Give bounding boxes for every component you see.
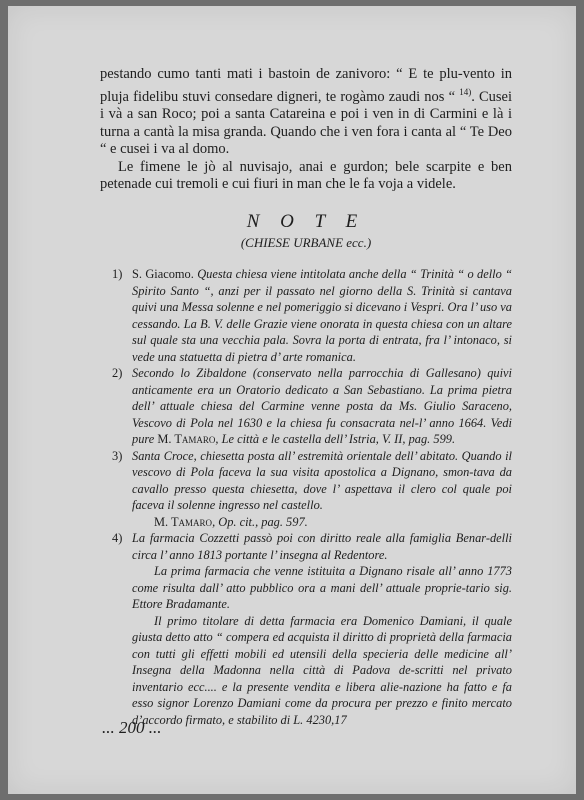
note-number: 1) — [112, 267, 123, 281]
note-3: 3) Santa Croce, chiesetta posta all’ estremità orientale dell’ abitato. Quando il vescovo di Pola faceva la sua visita apostolica a Dignano, smon-tava da cavallo presso questa chiesetta, dove l’ aspettava il clero col quale poi faceva il solenne ingresso nel castello. M. Tamaro, Op. cit., pag. 597. — [112, 448, 512, 529]
footnote-ref: 14) — [459, 86, 472, 97]
note-number: 2) — [112, 366, 123, 380]
notes-subtitle: (CHIESE URBANE ecc.) — [240, 235, 372, 250]
note-number: 3) — [112, 448, 123, 463]
book-page — [8, 6, 576, 794]
author-name: M. Tamaro — [157, 432, 216, 446]
paragraph-2: Le fimene le jò al nuvisajo, anai e gurdon; bele scarpite e ben petenade cui tremoli e cui fiuri in man che le fa voja a videle. — [100, 158, 512, 193]
body-text — [100, 66, 512, 194]
paragraph-1: pestando cumo tanti mati i bastoin de zanivoro: “ E te plu-vento in pluja fidelibu stuvi consedare digneri, te rogàmo zaudi nos “ $^{14)}$. Cusei i và a san Roco; poi a santa Catareina e poi i ven in di Carmini e là i turna a cantà la misa granda. Quando che i ven fora i canta al “ Te Deo “ e cusei i va al domo. — [100, 66, 512, 158]
notes-list — [112, 266, 512, 728]
note-4: 4) La farmacia Cozzetti passò poi con diritto reale alla famiglia Benar-delli circa l’ anno 1813 portante l’ insegna al Redentore. La prima farmacia che venne istituita a Dignano risale all’ anno 1773 come risulta dall’ atto pubblico ora a mani dell’ attuale proprie-tario sig. Ettore Bradamante. Il primo titolare di detta farmacia era Domenico Damiani, il quale giusta detto atto “ compera ed acquista il diritto di proprietà della farmacia con tutti gli effetti mobili ed utensili della specieria delle medicine all’ Insegna della Madonna nella città di Padova de-scritti nel privato inventario ecc.... e la presente vendita e libera alie-nazione ha fatto e fa esso signor Lorenzo Damiani come da procura per prezzo e finito mercato d’accordo firmato, e stabilito di L. 4230,17 — [112, 531, 512, 727]
notes-title: N O T E — [246, 211, 366, 232]
note-1: 1) S. Giacomo. Questa chiesa viene intitolata anche della “ Trinità “ o dello “ Spirito Santo “, anzi per il passato nel giorno della S. Trinità si cantava quivi una Messa solenne e nel pomeriggio si dicevano i Vespri. Ora l’ uso va cessando. La B. V. delle Grazie viene onorata in questa chiesa con un altare sul quale sta una vecchia pala. Sovra la porta di entrata, fra l’ intonaco, si vede una statuetta di pietra d’ arte romanica. — [112, 267, 513, 364]
page-number: ... 200 ... — [102, 718, 162, 737]
note-2: 2) Secondo lo Zibaldone (conservato nella parrocchia di Gallesano) quivi anticamente era un Oratorio dedicato a San Sebastiano. La prima pietra dell’ attuale chiesa del Carmine venne posta da Ms. Giulio Saraceno, Vescovo di Pola nel 1630 e la chiesa fu consacrata nel-l’ anno 1664. Vedi pure M. Tamaro, Le città e le castella dell’ Istria, V. II, pag. 599. — [112, 366, 512, 446]
note-number: 4) — [112, 531, 123, 545]
author-name: M. Tamaro — [154, 514, 213, 529]
